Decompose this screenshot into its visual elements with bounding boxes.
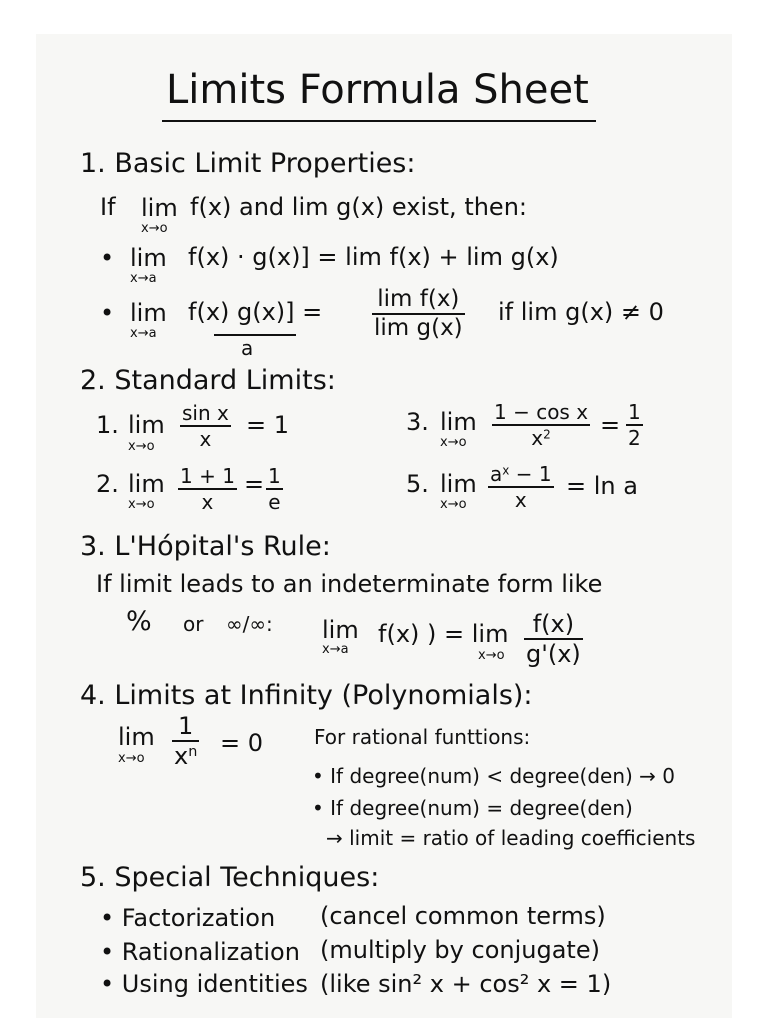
s2-r1: = 1 bbox=[246, 411, 290, 439]
s2-l3-sub: x→o bbox=[440, 435, 467, 450]
s1-b2-den: lim g(x) bbox=[374, 315, 463, 341]
s1-b2-lim: lim bbox=[130, 299, 167, 327]
s2-l1-lim: lim bbox=[128, 411, 165, 439]
s4-den-exp: n bbox=[188, 744, 198, 761]
s2-n5: 5. bbox=[406, 470, 429, 498]
s4-rule-3: → limit = ratio of leading coefficients bbox=[326, 826, 696, 850]
s3-num: f(x) bbox=[532, 610, 575, 638]
s1-intro-sub: x→o bbox=[141, 221, 168, 236]
s4-den bbox=[172, 742, 199, 768]
s1-b1-sub: x→a bbox=[130, 271, 157, 286]
s1-b2-left: f(x) g(x)] = bbox=[188, 298, 323, 326]
s2-f1-num: sin x bbox=[182, 401, 229, 425]
s2-l2-lim: lim bbox=[128, 470, 165, 498]
s2-f5-num bbox=[488, 464, 554, 486]
s4-num: 1 bbox=[178, 712, 194, 740]
s2-l1-fraction bbox=[180, 403, 231, 449]
s2-l1-sub: x→o bbox=[128, 439, 155, 454]
s1-b2-num: lim f(x) bbox=[377, 286, 460, 312]
s2-f3-den-exp: 2 bbox=[543, 427, 551, 442]
section-5-heading: 5. Special Techniques: bbox=[80, 862, 380, 893]
s4-den-base: x bbox=[174, 742, 189, 770]
s1-b2-underline bbox=[214, 334, 296, 336]
s2-r2-fraction bbox=[266, 466, 283, 512]
s2-l5-sub: x→o bbox=[440, 497, 467, 512]
s2-l5-lim: lim bbox=[440, 470, 477, 498]
s3-form-or: or bbox=[183, 612, 204, 636]
s1-b1-lim: lim bbox=[130, 244, 167, 272]
s4-rule-1: • If degree(num) < degree(den) → 0 bbox=[312, 764, 676, 788]
s2-f5-den: x bbox=[514, 488, 527, 512]
s1-intro-if: If bbox=[100, 193, 116, 221]
s1-bullet-1: • bbox=[100, 244, 115, 272]
s1-b2-cond: if lim g(x) ≠ 0 bbox=[498, 298, 664, 326]
s4-lim: lim bbox=[118, 723, 155, 751]
s1-bullet-2: • bbox=[100, 299, 115, 327]
s3-sub-right: x→o bbox=[478, 648, 505, 663]
section-3-heading: 3. L'Hópital's Rule: bbox=[80, 531, 331, 562]
s2-n3: 3. bbox=[406, 408, 429, 436]
s1-b2-sub: x→a bbox=[130, 326, 157, 341]
s2-f3-den-base: x bbox=[531, 426, 544, 450]
s2-r3-fraction bbox=[626, 402, 643, 448]
s2-l2-fraction bbox=[178, 466, 237, 512]
s4-eq: = 0 bbox=[220, 729, 264, 757]
s1-b1-expr: f(x) · g(x)] = lim f(x) + lim g(x) bbox=[188, 243, 559, 271]
section-1-heading: 1. Basic Limit Properties: bbox=[80, 148, 416, 179]
s5-item-identities-desc: (like sin² x + cos² x = 1) bbox=[320, 970, 612, 998]
s3-fx: f(x) ) = lim bbox=[378, 620, 509, 648]
s1-b2-under: a bbox=[241, 336, 254, 360]
s2-n1: 1. bbox=[96, 411, 119, 439]
s4-sub: x→o bbox=[118, 751, 145, 766]
s3-form-inf: ∞/∞: bbox=[226, 612, 273, 636]
s2-r3-den: 2 bbox=[628, 426, 641, 450]
s2-r2-den: e bbox=[268, 490, 281, 514]
s1-intro-lim: lim bbox=[141, 194, 178, 222]
s3-text: If limit leads to an indeterminate form like bbox=[96, 570, 603, 598]
s4-rational-title: For rational funttions: bbox=[314, 725, 531, 749]
s2-l2-sub: x→o bbox=[128, 497, 155, 512]
s2-f2-den: x bbox=[201, 490, 214, 514]
s2-f1-den: x bbox=[199, 427, 212, 451]
s3-fraction bbox=[524, 612, 583, 666]
s2-f5-num-base: a bbox=[490, 462, 503, 486]
s3-den: g'(x) bbox=[526, 640, 581, 668]
s5-item-factorization: • Factorization bbox=[100, 904, 276, 932]
s2-f2-num: 1 + 1 bbox=[180, 464, 235, 488]
s2-l3-fraction bbox=[492, 402, 590, 448]
section-2-heading: 2. Standard Limits: bbox=[80, 365, 336, 396]
s4-fraction bbox=[172, 714, 199, 768]
page-title: Limits Formula Sheet bbox=[166, 67, 589, 113]
s2-l3-lim: lim bbox=[440, 408, 477, 436]
s2-r3-eq: = bbox=[600, 411, 621, 439]
s2-f3-num: 1 − cos x bbox=[494, 400, 589, 424]
s5-item-rationalization-desc: (multiply by conjugate) bbox=[320, 936, 600, 964]
s3-sub-left: x→a bbox=[322, 642, 349, 657]
s3-form-zero: % bbox=[126, 606, 152, 637]
s2-r2-num: 1 bbox=[268, 464, 281, 488]
s4-rule-2: • If degree(num) = degree(den) bbox=[312, 796, 633, 820]
title-underline bbox=[162, 120, 596, 122]
section-4-heading: 4. Limits at Infinity (Polynomials): bbox=[80, 680, 533, 711]
s2-l5-fraction bbox=[488, 464, 554, 510]
s2-f3-den bbox=[529, 426, 552, 448]
s1-intro-rest: f(x) and lim g(x) exist, then: bbox=[190, 193, 527, 221]
s2-f5-num-rest: − 1 bbox=[509, 462, 552, 486]
s2-n2: 2. bbox=[96, 470, 119, 498]
s5-item-identities: • Using identities bbox=[100, 970, 308, 998]
s1-b2-fraction bbox=[372, 288, 465, 340]
s3-lim: lim bbox=[322, 616, 359, 644]
s2-r5: = ln a bbox=[566, 472, 638, 500]
s2-r3-num: 1 bbox=[628, 400, 641, 424]
s2-f5-num-exp: x bbox=[502, 463, 510, 478]
s2-r2-eq: = bbox=[244, 470, 265, 498]
s5-item-rationalization: • Rationalization bbox=[100, 938, 300, 966]
s5-item-factorization-desc: (cancel common terms) bbox=[320, 902, 606, 930]
